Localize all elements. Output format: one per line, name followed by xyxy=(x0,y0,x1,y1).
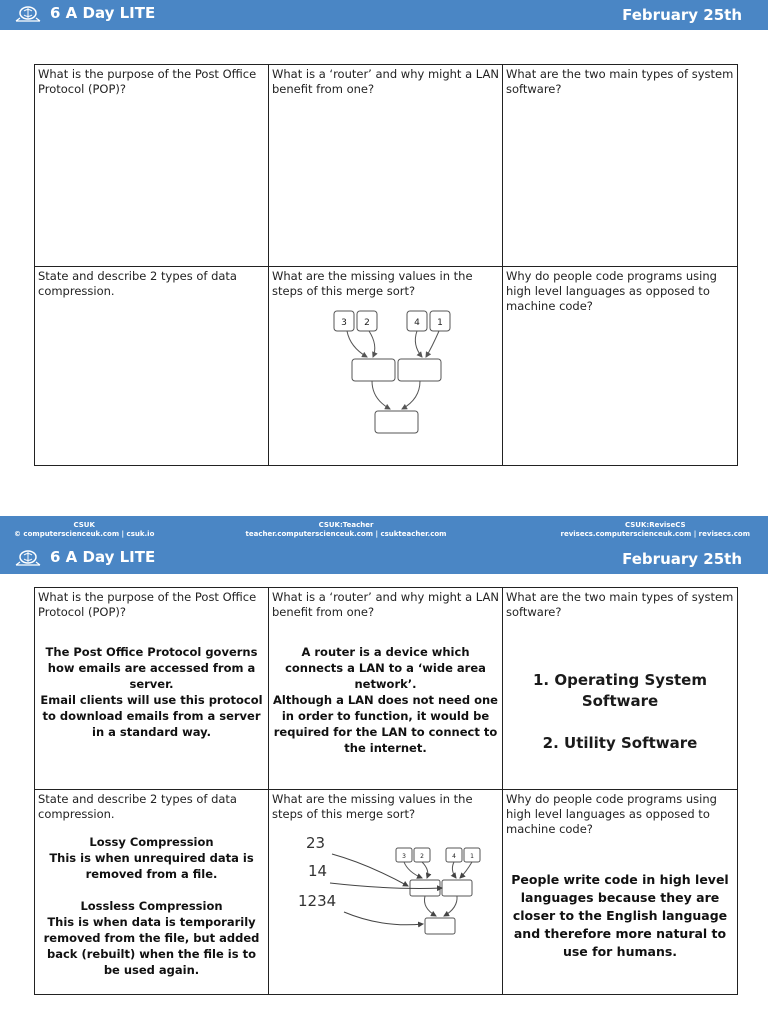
merge-box-2 xyxy=(357,311,377,331)
question-compression: State and describe 2 types of data compression. xyxy=(38,269,237,298)
answers-title: 6 A Day LITE xyxy=(50,548,156,566)
answer-router-line-1: A router is a device which connects a LAN to a ‘wide area network’. xyxy=(285,645,486,691)
cell-system-software xyxy=(503,65,738,267)
merge-label-1: 1 xyxy=(437,318,443,328)
answer-router xyxy=(272,644,499,756)
cell-router xyxy=(269,65,503,267)
footer-teacher xyxy=(236,521,456,539)
answer-lossless-text: This is when data is temporarily removed from the file, but added back (rebuilt) when the file is to be used again. xyxy=(43,915,260,977)
merge-answer-label-1: 1 xyxy=(470,853,474,860)
footer-teacher-title: CSUK:Teacher xyxy=(318,521,374,529)
worksheet-date: February 25th xyxy=(622,6,742,24)
merge-answer-value-2: 14 xyxy=(308,862,328,880)
merge-sort-diagram xyxy=(272,299,500,439)
answer-cell-pop xyxy=(35,588,269,790)
question-pop: What is the purpose of the Post Office Protocol (POP)? xyxy=(38,67,257,96)
answer-question-merge-sort: What are the missing values in the steps of this merge sort? xyxy=(272,792,473,821)
merge-empty-box-final xyxy=(375,411,418,433)
merge-empty-box-right xyxy=(398,359,441,381)
merge-answer-box-right xyxy=(442,880,472,896)
merge-answer-label-4: 4 xyxy=(452,853,456,860)
merge-label-4: 4 xyxy=(414,318,420,328)
merge-answer-label-2: 2 xyxy=(420,853,424,860)
cell-pop xyxy=(35,65,269,267)
footer-csuk-links[interactable]: © computerscienceuk.com | csuk.io xyxy=(14,530,155,538)
answer-pop-line-2: Email clients will use this protocol to download emails from a server in a standard way. xyxy=(40,693,263,739)
header-bar xyxy=(0,0,768,30)
footer-csuk-title: CSUK xyxy=(73,521,95,529)
merge-label-3: 3 xyxy=(341,318,347,328)
answer-lossy-title: Lossy Compression xyxy=(89,835,214,849)
answer-pop xyxy=(38,644,265,740)
answer-cell-merge-sort xyxy=(269,790,503,995)
answer-cell-high-level xyxy=(503,790,738,995)
merge-answer-box-3 xyxy=(396,848,412,862)
merge-answer-box-2 xyxy=(414,848,430,862)
footer-revise-title: CSUK:ReviseCS xyxy=(624,521,686,529)
answer-lossy-text: This is when unrequired data is removed from a file. xyxy=(49,851,254,881)
answer-question-high-level: Why do people code programs using high level languages as opposed to machine code? xyxy=(506,792,717,836)
merge-box-3 xyxy=(334,311,354,331)
footer-teacher-links[interactable]: teacher.computerscienceuk.com | csukteacher.com xyxy=(245,530,447,538)
merge-label-2: 2 xyxy=(364,318,370,328)
merge-answer-box-final xyxy=(425,918,455,934)
merge-empty-box-left xyxy=(352,359,395,381)
question-grid xyxy=(34,64,738,466)
answers-header-bar xyxy=(0,544,768,574)
brain-logo-icon xyxy=(14,5,42,25)
answer-router-line-2: Although a LAN does not need one in order to function, it would be required for the LAN to connect to the internet. xyxy=(273,693,498,755)
cell-compression xyxy=(35,267,269,466)
footer-revise xyxy=(561,521,750,539)
answer-cell-system-software xyxy=(503,588,738,790)
worksheet-title: 6 A Day LITE xyxy=(50,4,156,22)
answer-grid xyxy=(34,587,738,995)
brain-logo-icon xyxy=(14,549,42,569)
merge-box-4 xyxy=(407,311,427,331)
answer-lossless-title: Lossless Compression xyxy=(80,899,223,913)
answer-pop-line-1: The Post Office Protocol governs how emails are accessed from a server. xyxy=(45,645,258,691)
question-system-software: What are the two main types of system software? xyxy=(506,67,734,96)
answer-cell-router xyxy=(269,588,503,790)
footer-revise-links[interactable]: revisecs.computerscienceuk.com | revisecs.com xyxy=(560,530,750,538)
answers-date: February 25th xyxy=(622,550,742,568)
answer-question-router: What is a ‘router’ and why might a LAN benefit from one? xyxy=(272,590,499,619)
answer-cell-compression xyxy=(35,790,269,995)
merge-answer-value-1: 23 xyxy=(306,834,326,852)
cell-merge-sort xyxy=(269,267,503,466)
merge-answer-box-4 xyxy=(446,848,462,862)
answer-question-compression: State and describe 2 types of data compression. xyxy=(38,792,237,821)
answer-os-software: 1. Operating System Software xyxy=(533,671,707,710)
footer-csuk xyxy=(14,521,154,539)
answer-question-system-software: What are the two main types of system software? xyxy=(506,590,734,619)
merge-box-1 xyxy=(430,311,450,331)
answer-system-software xyxy=(506,670,734,754)
merge-answer-box-1 xyxy=(464,848,480,862)
footer-bar xyxy=(0,516,768,544)
question-high-level: Why do people code programs using high level languages as opposed to machine code? xyxy=(506,269,717,313)
merge-answer-label-3: 3 xyxy=(402,853,406,860)
question-merge-sort: What are the missing values in the steps of this merge sort? xyxy=(272,269,473,298)
answer-compression xyxy=(38,834,265,978)
cell-high-level xyxy=(503,267,738,466)
answer-utility-software: 2. Utility Software xyxy=(542,734,698,752)
answer-question-pop: What is the purpose of the Post Office Protocol (POP)? xyxy=(38,590,257,619)
question-router: What is a ‘router’ and why might a LAN benefit from one? xyxy=(272,67,499,96)
merge-answer-value-3: 1234 xyxy=(298,892,337,910)
answer-high-level: People write code in high level languages because they are closer to the English language and therefore more natural to use for humans. xyxy=(511,872,729,959)
